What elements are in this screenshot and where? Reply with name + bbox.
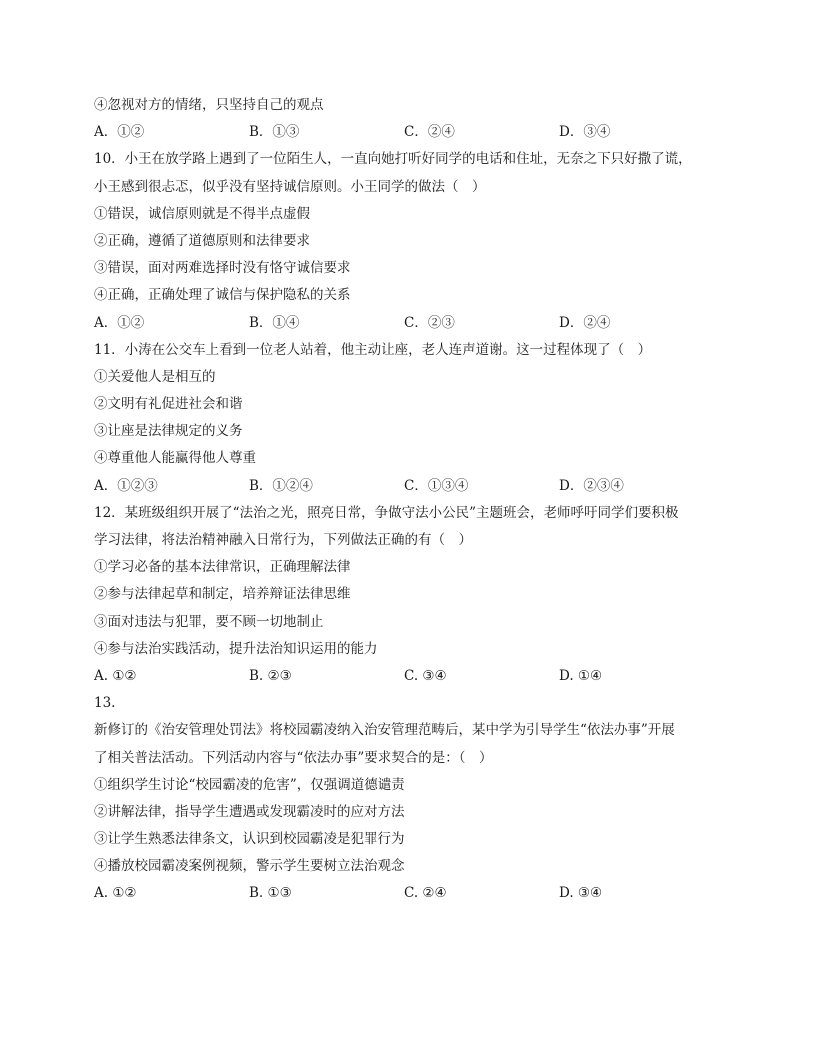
q13-item-3: ③让学生熟悉法律条文，认识到校园霸凌是犯罪行为: [94, 831, 405, 848]
q13-stem-line-1: 新修订的《治安管理处罚法》将校园霸凌纳入治安管理范畴后，某中学为引导学生“依法办事”开展: [94, 722, 675, 739]
q10-option-a: A．①②: [94, 314, 145, 331]
q9-option-b: B．①③: [249, 124, 300, 141]
q12-stem-line-2: 学习法律，将法治精神融入日常行为，下列做法正确的有（ ）: [94, 532, 472, 548]
q10-options: [94, 310, 724, 337]
q10-option-d: D．②④: [559, 314, 611, 331]
q12-option-b: B. ②③: [249, 667, 292, 684]
q11-item-1: ①关爱他人是相互的: [94, 368, 216, 385]
q11-item-2: ②文明有礼促进社会和谐: [94, 396, 243, 413]
q13-option-b: B. ①③: [249, 885, 292, 902]
q13-option-c: C. ②④: [404, 885, 447, 902]
q12-item-4: ④参与法治实践活动，提升法治知识运用的能力: [94, 640, 378, 657]
q12-option-a: A. ①②: [94, 667, 137, 684]
q12-option-c: C. ③④: [404, 667, 447, 684]
q13-number: 13.: [94, 695, 116, 712]
q10-item-4: ④正确，正确处理了诚信与保护隐私的关系: [94, 287, 351, 304]
q9-option-d: D．③④: [559, 124, 611, 141]
q13-item-2: ②讲解法律，指导学生遭遇或发现霸凌时的应对方法: [94, 803, 405, 820]
q9-item-4: ④忽视对方的情绪，只坚持自己的观点: [94, 97, 324, 113]
q12-item-2: ②参与法律起草和制定，培养辩证法律思维: [94, 586, 351, 603]
q11-option-b: B．①②④: [249, 477, 313, 494]
q10-item-1: ①错误，诚信原则就是不得半点虚假: [94, 205, 310, 222]
q12-item-3: ③面对违法与犯罪，要不顾一切地制止: [94, 613, 324, 630]
q12-option-d: D. ①④: [559, 667, 603, 684]
q11-options: [94, 473, 724, 500]
q13-item-1: ①组织学生讨论“校园霸凌的危害”，仅强调道德谴责: [94, 776, 405, 793]
q11-stem-line-1: 11．小涛在公交车上看到一位老人站着，他主动让座，老人连声道谢。这一过程体现了（ ）: [94, 341, 652, 358]
q11-option-d: D．②③④: [559, 477, 624, 494]
q10-item-2: ②正确，遵循了道德原则和法律要求: [94, 232, 310, 249]
q12-stem-line-1: 12．某班级组织开展了“法治之光，照亮日常，争做守法小公民”主题班会，老师呼吁同学们要积极: [94, 504, 679, 521]
q13-options: [94, 880, 724, 907]
q11-item-3: ③让座是法律规定的义务: [94, 423, 243, 440]
q12-options: [94, 663, 724, 690]
exam-content: [94, 92, 724, 908]
q10-stem-line-1: 10．小王在放学路上遇到了一位陌生人，一直向她打听好同学的电话和住址，无奈之下只好撒了谎，: [94, 151, 692, 168]
q13-option-d: D. ③④: [559, 885, 603, 902]
q13-option-a: A. ①②: [94, 885, 137, 902]
q10-option-b: B．①④: [249, 314, 300, 331]
q13-stem-line-2: 了相关普法活动。下列活动内容与“依法办事”要求契合的是：（ ）: [94, 749, 493, 766]
q10-option-c: C．②③: [404, 314, 455, 331]
q9-options: [94, 119, 724, 146]
q10-stem-line-2: 小王感到很忐忑，似乎没有坚持诚信原则。小王同学的做法（ ）: [94, 178, 486, 195]
q12-item-1: ①学习必备的基本法律常识，正确理解法律: [94, 559, 351, 576]
q11-item-4: ④尊重他人能赢得他人尊重: [94, 450, 256, 467]
q13-item-4: ④播放校园霸凌案例视频，警示学生要树立法治观念: [94, 858, 405, 875]
q11-option-c: C．①③④: [404, 477, 469, 494]
q9-option-a: A．①②: [94, 124, 145, 141]
q9-option-c: C．②④: [404, 124, 455, 141]
q11-option-a: A．①②③: [94, 477, 158, 494]
q10-item-3: ③错误，面对两难选择时没有恪守诚信要求: [94, 260, 351, 277]
